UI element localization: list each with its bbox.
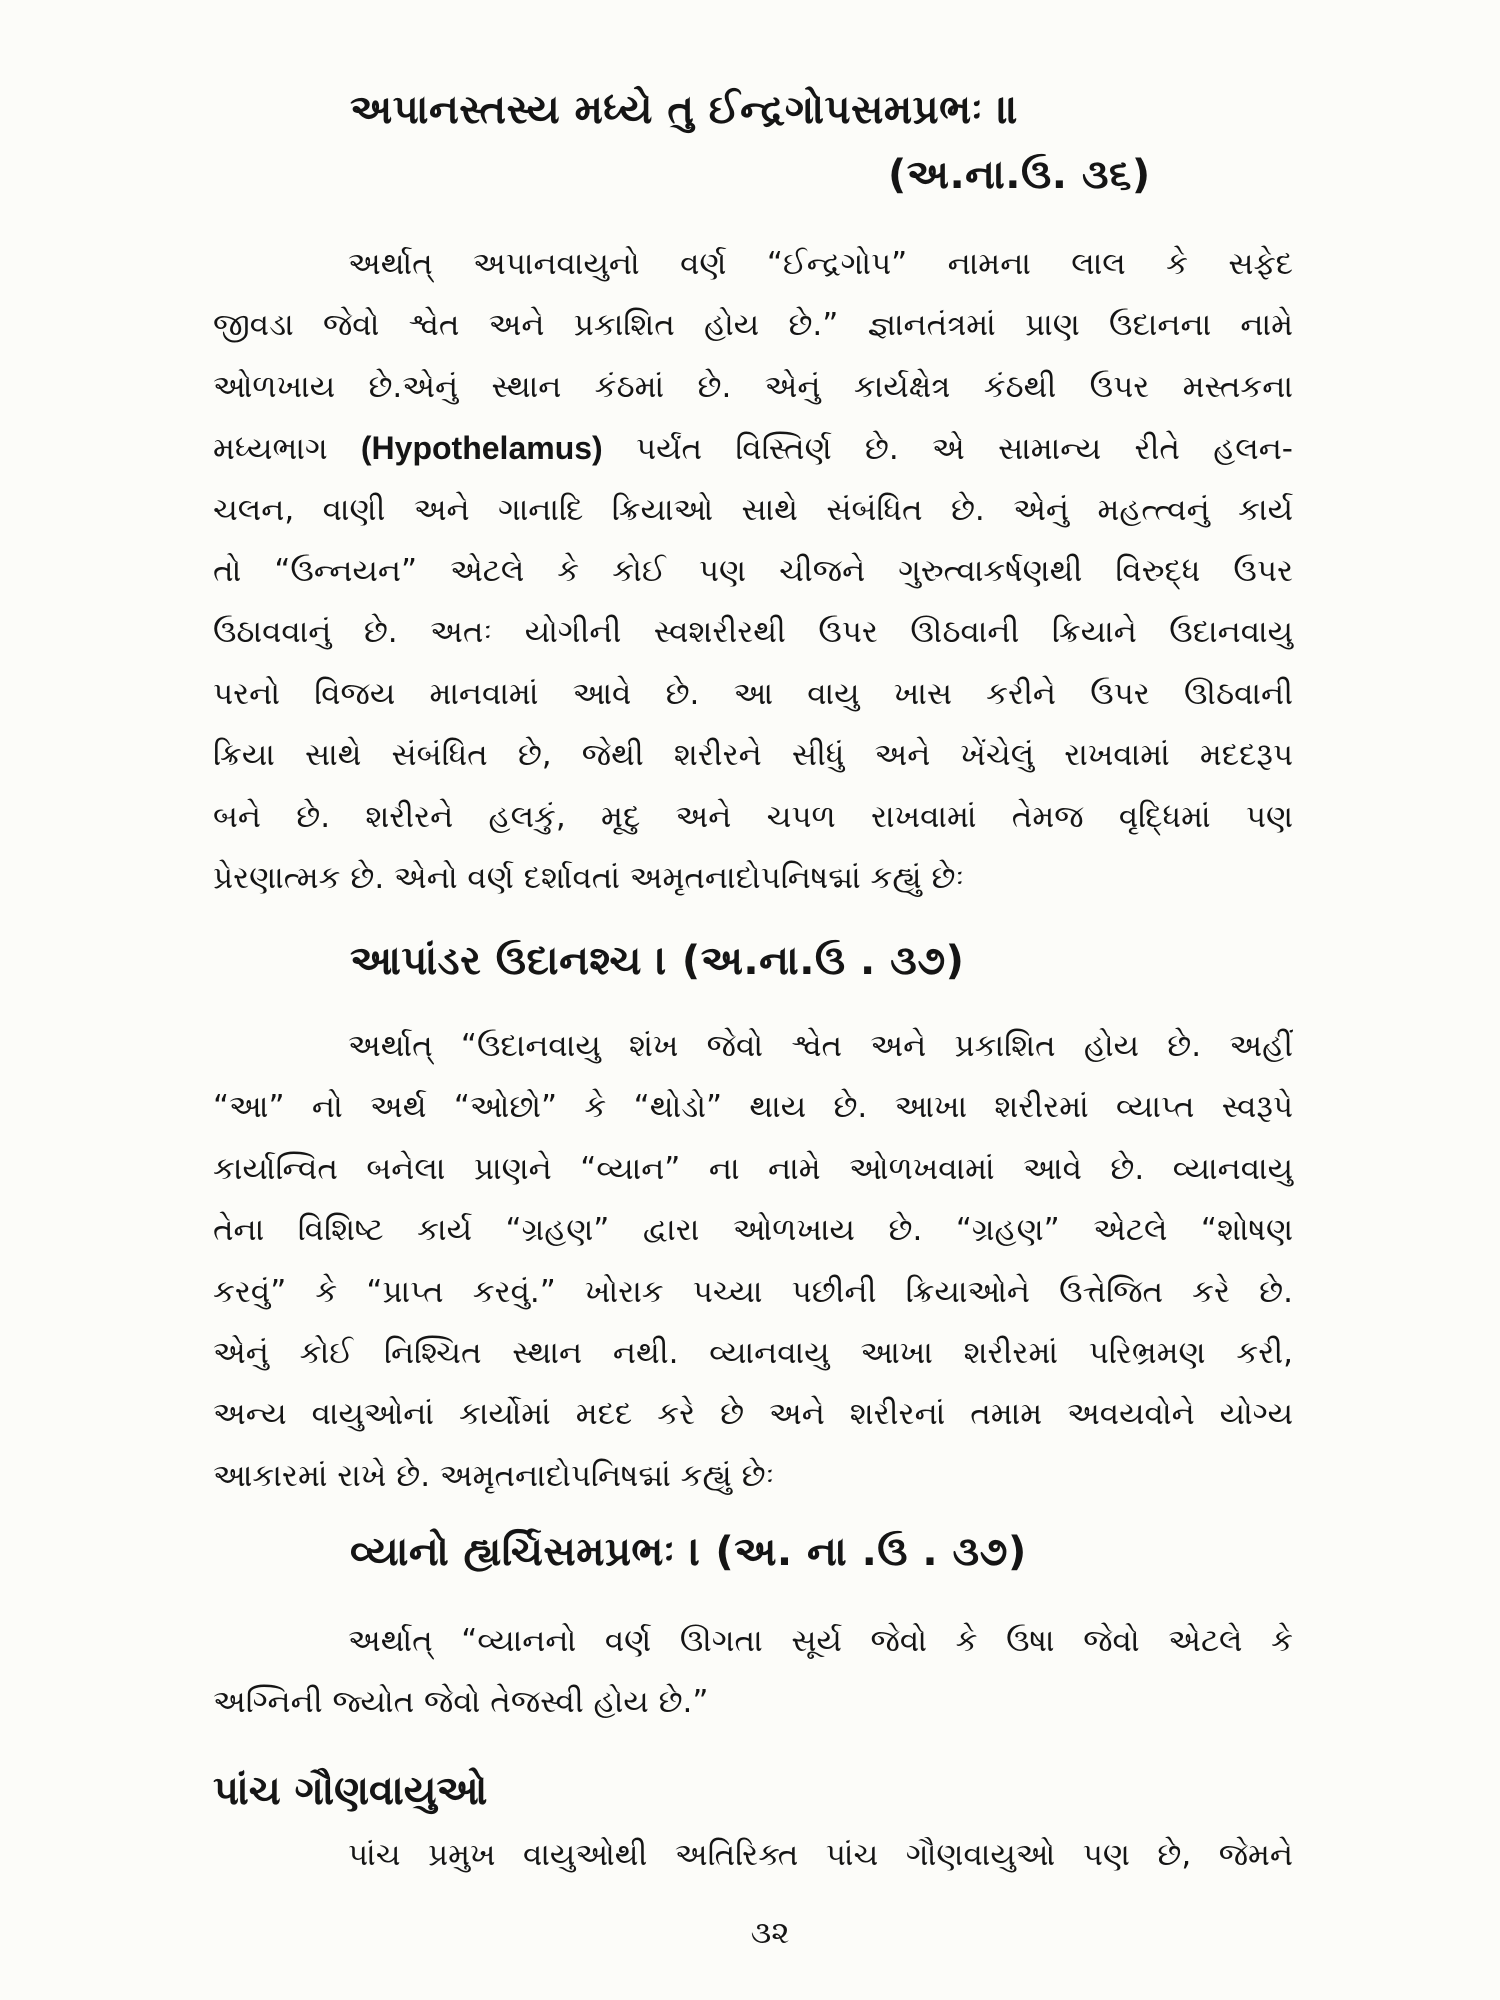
text-line: ઉઠાવવાનું છે. અતઃ યોગીની સ્વશરીરથી ઉપર ઊઠવાની ક્રિયાને ઉદાનવાયુ	[213, 614, 1293, 651]
text-line: ઓળખાય છે.એનું સ્થાન કંઠમાં છે. એનું કાર્યક્ષેત્ર કંઠથી ઉપર મસ્તકના	[213, 368, 1293, 405]
text-line: એનું કોઈ નિશ્ચિત સ્થાન નથી. વ્યાનવાયુ આખા શરીરમાં પરિભ્રમણ કરી,	[213, 1334, 1293, 1371]
text-line: ચલન, વાણી અને ગાનાદિ ક્રિયાઓ સાથે સંબંધિત છે. એનું મહત્ત્વનું કાર્ય	[213, 491, 1293, 528]
text-line: અર્થાત્ “ઉદાનવાયુ શંખ જેવો શ્વેત અને પ્રકાશિત હોય છે. અહીં	[348, 1028, 1293, 1064]
verse-heading-1: અપાનસ્તસ્ય મધ્યે તુ ઈન્દ્રગોપસમપ્રભઃ ॥	[350, 87, 1020, 133]
verse-heading-2: આપાંડર ઉદાનશ્ચ । (અ.ના.ઉ . ૩૭)	[350, 938, 965, 984]
hypothalamus-term: (Hypothelamus)	[360, 430, 603, 467]
text-line	[213, 418, 1293, 479]
paragraph-3	[213, 1611, 1293, 1734]
text-line: અન્ય વાયુઓનાં કાર્યોમાં મદદ કરે છે અને શરીરનાં તમામ અવયવોને યોગ્ય	[213, 1396, 1293, 1433]
text-fragment: મધ્યભાગ	[213, 431, 361, 468]
text-line: કરવું” કે “પ્રાપ્ત કરવું.” ખોરાક પચ્યા પછીની ક્રિયાઓને ઉત્તેજિત કરે છે.	[213, 1273, 1293, 1310]
paragraph-1	[213, 234, 1293, 909]
text-line: અગ્નિની જ્યોત જેવો તેજસ્વી હોય છે.”	[213, 1684, 709, 1721]
text-line: તો “ઉન્નયન” એટલે કે કોઈ પણ ચીજને ગુરુત્વાકર્ષણથી વિરુદ્ધ ઉપર	[213, 552, 1293, 589]
page-number: ૩૨	[750, 1915, 790, 1951]
text-line: અર્થાત્ અપાનવાયુનો વર્ણ “ઈન્દ્રગોપ” નામના લાલ કે સફેદ	[348, 246, 1293, 282]
text-line: જીવડા જેવો શ્વેત અને પ્રકાશિત હોય છે.” જ્ઞાનતંત્રમાં પ્રાણ ઉદાનના નામે	[213, 307, 1293, 344]
verse-heading-3: વ્યાનો હ્યર્ચિસમપ્રભઃ । (અ. ના .ઉ . ૩૭)	[350, 1529, 1027, 1575]
text-line: અર્થાત્ “વ્યાનનો વર્ણ ઊગતા સૂર્ય જેવો કે ઉષા જેવો એટલે કે	[348, 1623, 1293, 1659]
verse-reference-1: (અ.ના.ઉ. ૩૬)	[888, 152, 1151, 198]
text-line: બને છે. શરીરને હલકું, મૃદુ અને ચપળ રાખવામાં તેમજ વૃદ્ધિમાં પણ	[213, 798, 1293, 835]
text-line: કાર્યાન્વિત બનેલા પ્રાણને “વ્યાન” ના નામે ઓળખવામાં આવે છે. વ્યાનવાયુ	[213, 1150, 1293, 1187]
paragraph-2	[213, 1016, 1293, 1507]
text-line: પાંચ પ્રમુખ વાયુઓથી અતિરિક્ત પાંચ ગૌણવાયુઓ પણ છે, જેમને	[348, 1837, 1293, 1873]
section-heading: પાંચ ગૌણવાયુઓ	[213, 1768, 488, 1814]
text-line: તેના વિશિષ્ટ કાર્ય “ગ્રહણ” દ્વારા ઓળખાય છે. “ગ્રહણ” એટલે “શોષણ	[213, 1212, 1293, 1249]
text-line: આકારમાં રાખે છે. અમૃતનાદોપનિષદ્માં કહ્યું છેઃ	[213, 1457, 775, 1494]
text-line: પરનો વિજય માનવામાં આવે છે. આ વાયુ ખાસ કરીને ઉપર ઊઠવાની	[213, 675, 1293, 712]
text-fragment: પર્યંત વિસ્તિર્ણ છે. એ સામાન્ય રીતે હલન-	[602, 431, 1293, 468]
text-line: “આ” નો અર્થ “ઓછો” કે “થોડો” થાય છે. આખા શરીરમાં વ્યાપ્ત સ્વરૂપે	[213, 1089, 1293, 1126]
paragraph-4	[213, 1825, 1293, 1886]
text-line: પ્રેરણાત્મક છે. એનો વર્ણ દર્શાવતાં અમૃતનાદોપનિષદ્માં કહ્યું છેઃ	[213, 859, 965, 896]
text-line: ક્રિયા સાથે સંબંધિત છે, જેથી શરીરને સીધું અને ખેંચેલું રાખવામાં મદદરૂપ	[213, 737, 1293, 774]
